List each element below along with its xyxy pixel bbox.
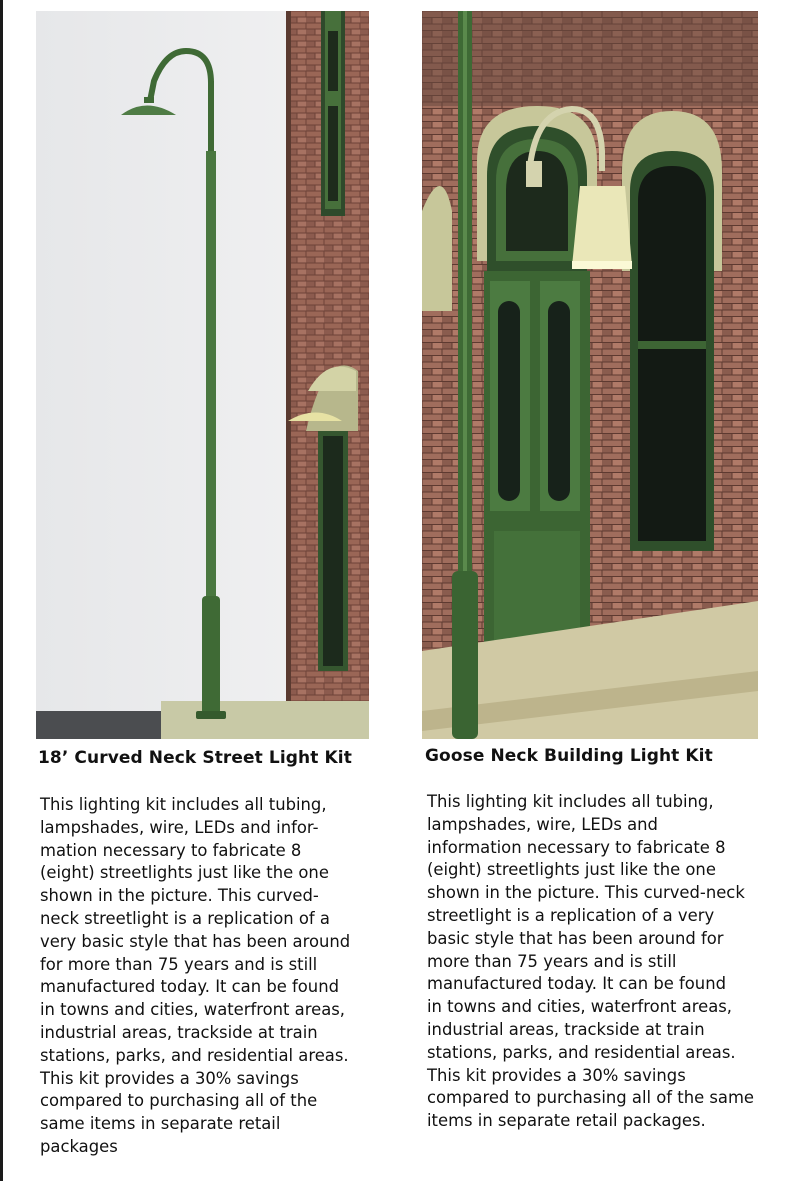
description-line: very basic style that has been around	[40, 931, 351, 951]
left-border-line	[0, 0, 3, 1181]
description-line: neck streetlight is a replication of a	[40, 908, 330, 928]
description-line: stations, parks, and residential areas.	[40, 1045, 349, 1065]
description-line: items in separate retail packages.	[427, 1111, 706, 1131]
description-line: for more than 75 years and is still	[40, 954, 318, 974]
goose-neck-building-light-photo	[422, 11, 758, 739]
description-line: information necessary to fabricate 8	[427, 837, 726, 857]
description-line: manufactured today. It can be found	[40, 977, 339, 997]
description-line: This kit provides a 30% savings	[40, 1068, 299, 1088]
item-description-curved-neck	[40, 794, 350, 1159]
description-line: This lighting kit includes all tubing,	[427, 792, 714, 811]
description-line: basic style that has been around for	[427, 928, 724, 948]
description-line: (eight) streetlights just like the one	[427, 860, 716, 880]
description-line: mation necessary to fabricate 8	[40, 840, 302, 860]
item-description-goose-neck	[427, 791, 754, 1133]
item-title-curved-neck: 18’ Curved Neck Street Light Kit	[38, 748, 352, 768]
item-title-goose-neck: Goose Neck Building Light Kit	[425, 746, 713, 766]
description-line: more than 75 years and is still	[427, 951, 677, 971]
description-line: in towns and cities, waterfront areas,	[40, 1000, 345, 1020]
description-line: packages	[40, 1136, 118, 1156]
description-line: manufactured today. It can be found	[427, 974, 726, 994]
description-line: lampshades, wire, LEDs and infor-	[40, 817, 319, 837]
description-line: (eight) streetlights just like the one	[40, 863, 329, 883]
description-line: industrial areas, trackside at train	[40, 1022, 318, 1042]
description-line: same items in separate retail	[40, 1114, 281, 1134]
curved-neck-street-light-photo	[36, 11, 369, 739]
description-line: compared to purchasing all of the	[40, 1091, 318, 1111]
description-line: stations, parks, and residential areas.	[427, 1042, 736, 1062]
description-line: compared to purchasing all of the same	[427, 1088, 755, 1108]
description-line: shown in the picture. This curved-	[40, 886, 319, 906]
description-line: This kit provides a 30% savings	[427, 1065, 686, 1085]
description-line: lampshades, wire, LEDs and	[427, 814, 658, 834]
description-line: industrial areas, trackside at train	[427, 1019, 705, 1039]
description-line: streetlight is a replication of a very	[427, 905, 715, 925]
description-line: in towns and cities, waterfront areas,	[427, 997, 732, 1017]
description-line: shown in the picture. This curved-neck	[427, 883, 745, 903]
description-line: This lighting kit includes all tubing,	[40, 795, 327, 814]
